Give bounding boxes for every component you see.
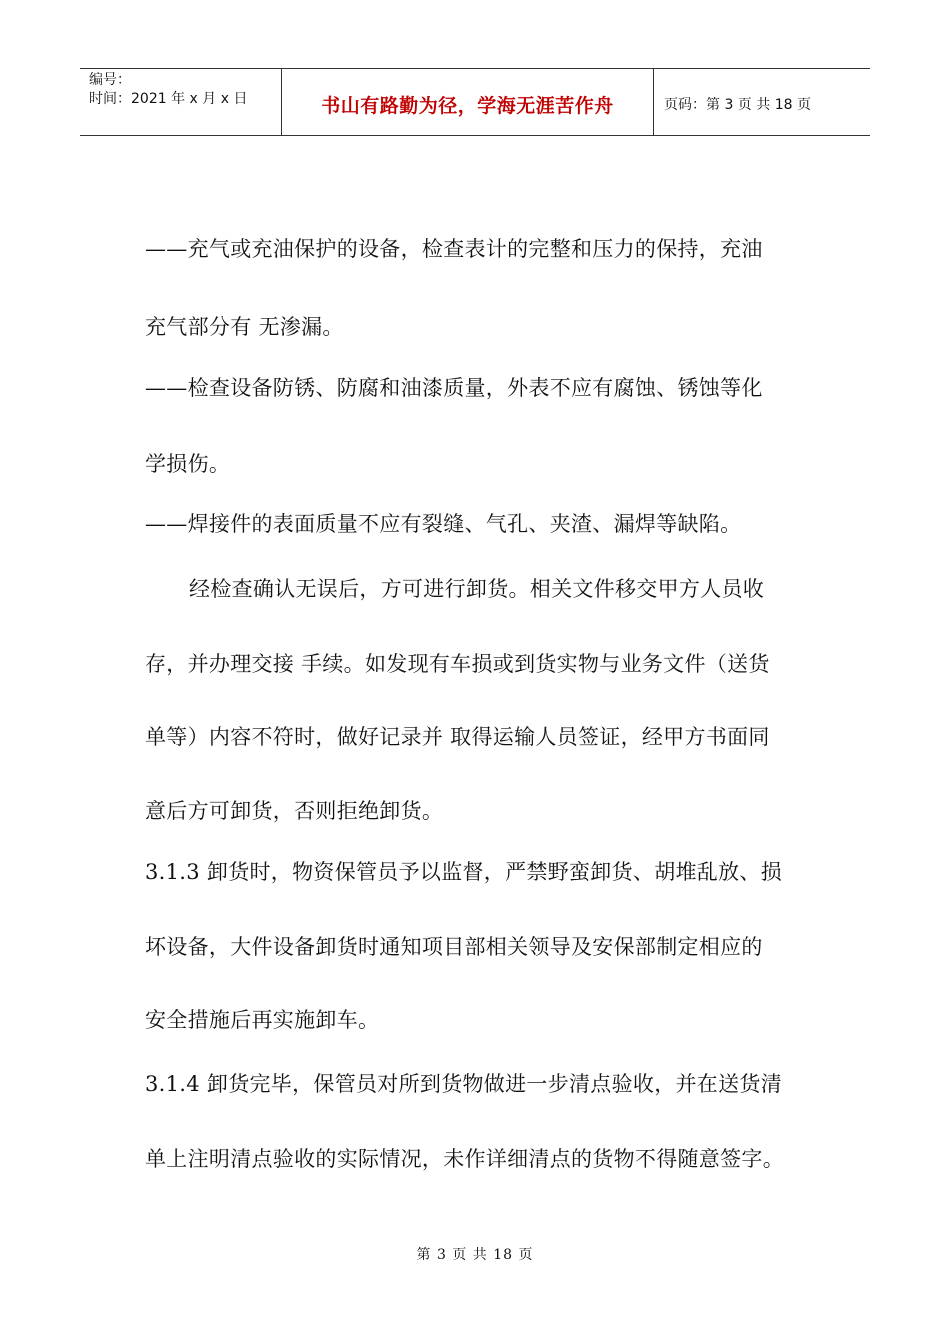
header-motto-cell [282,69,654,135]
header-meta-cell [80,69,282,135]
body-line: ——检查设备防锈、防腐和油漆质量，外表不应有腐蚀、锈蚀等化 [145,376,763,400]
page-header [80,68,870,136]
header-page-cell [654,69,870,135]
header-motto: 书山有路勤为径，学海无涯苦作舟 [321,94,614,117]
body-line: 充气部分有 无渗漏。 [145,315,344,339]
body-line: 3.1.3 卸货时，物资保管员予以监督，严禁野蛮卸货、胡堆乱放、损 [145,860,783,884]
document-date-label: 时间：2021 年 x 月 x 日 [89,91,248,107]
body-line: ——焊接件的表面质量不应有裂缝、气孔、夹渣、漏焊等缺陷。 [145,512,742,536]
body-line: 3.1.4 卸货完毕，保管员对所到货物做进一步清点验收，并在送货清 [145,1072,783,1096]
body-line: 学损伤。 [145,452,231,476]
body-line: 单上注明清点验收的实际情况，未作详细清点的货物不得随意签字。 [145,1147,784,1171]
header-page-info: 页码：第 3 页 共 18 页 [664,97,811,113]
body-line: 坏设备，大件设备卸货时通知项目部相关领导及安保部制定相应的 [145,935,763,959]
body-line: ——充气或充油保护的设备，检查表计的完整和压力的保持，充油 [145,237,763,261]
body-line: 经检查确认无误后，方可进行卸货。相关文件移交甲方人员收 [189,577,765,601]
body-line: 意后方可卸货，否则拒绝卸货。 [145,799,444,823]
page-footer: 第 3 页 共 18 页 [416,1247,534,1263]
document-number-label: 编号： [89,72,131,88]
body-line: 单等）内容不符时，做好记录并 取得运输人员签证，经甲方书面同 [145,725,770,749]
body-line: 安全措施后再实施卸车。 [145,1008,380,1032]
body-line: 存，并办理交接 手续。如发现有车损或到货实物与业务文件（送货 [145,652,770,676]
